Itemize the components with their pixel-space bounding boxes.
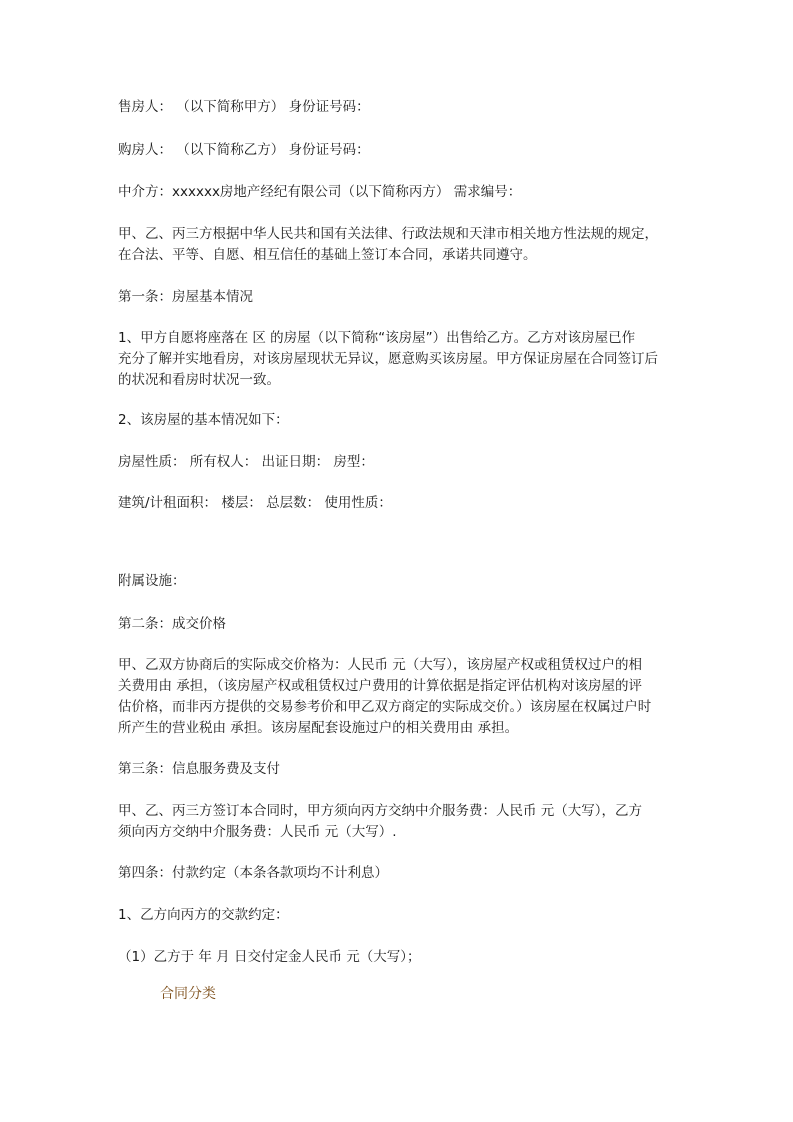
article-2-line-4: 所产生的营业税由 承担。该房屋配套设施过户的相关费用由 承担。 — [118, 720, 519, 736]
seller-line: 售房人： （以下简称甲方） 身份证号码： — [118, 99, 370, 115]
area-info-line: 建筑/计租面积： 楼层： 总层数： 使用性质： — [118, 495, 392, 511]
clause-4-1-line: 1、乙方向丙方的交款约定： — [118, 907, 289, 923]
article-3-heading: 第三条：信息服务费及支付 — [118, 761, 280, 777]
clause-1-2-line: 2、该房屋的基本情况如下： — [118, 412, 289, 428]
clause-1-1-line-2: 充分了解并实地看房，对该房屋现状无异议，愿意购买该房屋。甲方保证房屋在合同签订后 — [118, 351, 658, 367]
facilities-line: 附属设施： — [118, 573, 186, 589]
article-2-heading: 第二条：成交价格 — [118, 616, 226, 632]
preamble-line-1: 甲、乙、丙三方根据中华人民共和国有关法律、行政法规和天津市相关地方性法规的规定， — [118, 226, 658, 242]
article-4-heading: 第四条：付款约定（本条各款项均不计利息） — [118, 865, 388, 881]
article-2-line-2: 关费用由 承担，（该房屋产权或租赁权过户费用的计算依据是指定评估机构对该房屋的评 — [118, 678, 643, 694]
clause-4-1-1-line: （1）乙方于 年 月 日交付定金人民币 元（大写）； — [118, 949, 421, 965]
contract-category-link[interactable]: 合同分类 — [160, 986, 216, 1002]
agent-line: 中介方：xxxxxx房地产经纪有限公司（以下简称丙方） 需求编号： — [118, 184, 522, 200]
article-2-line-1: 甲、乙双方协商后的实际成交价格为：人民币 元（大写），该房屋产权或租赁权过户的相 — [118, 657, 643, 673]
article-3-line-2: 须向丙方交纳中介服务费：人民币 元（大写）. — [118, 824, 397, 840]
property-info-line: 房屋性质： 所有权人： 出证日期： 房型： — [118, 454, 374, 470]
article-2-line-3: 估价格，而非丙方提供的交易参考价和甲乙双方商定的实际成交价。）该房屋在权属过户时 — [118, 699, 652, 715]
article-3-line-1: 甲、乙、丙三方签订本合同时，甲方须向丙方交纳中介服务费：人民币 元（大写），乙方 — [118, 803, 643, 819]
buyer-line: 购房人： （以下简称乙方） 身份证号码： — [118, 142, 370, 158]
clause-1-1-line-3: 的状况和看房时状况一致。 — [118, 372, 280, 388]
preamble-line-2: 在合法、平等、自愿、相互信任的基础上签订本合同，承诺共同遵守。 — [118, 247, 537, 263]
article-1-heading: 第一条：房屋基本情况 — [118, 289, 253, 305]
clause-1-1-line-1: 1、甲方自愿将座落在 区 的房屋（以下简称“该房屋”）出售给乙方。乙方对该房屋已作 — [118, 330, 636, 346]
